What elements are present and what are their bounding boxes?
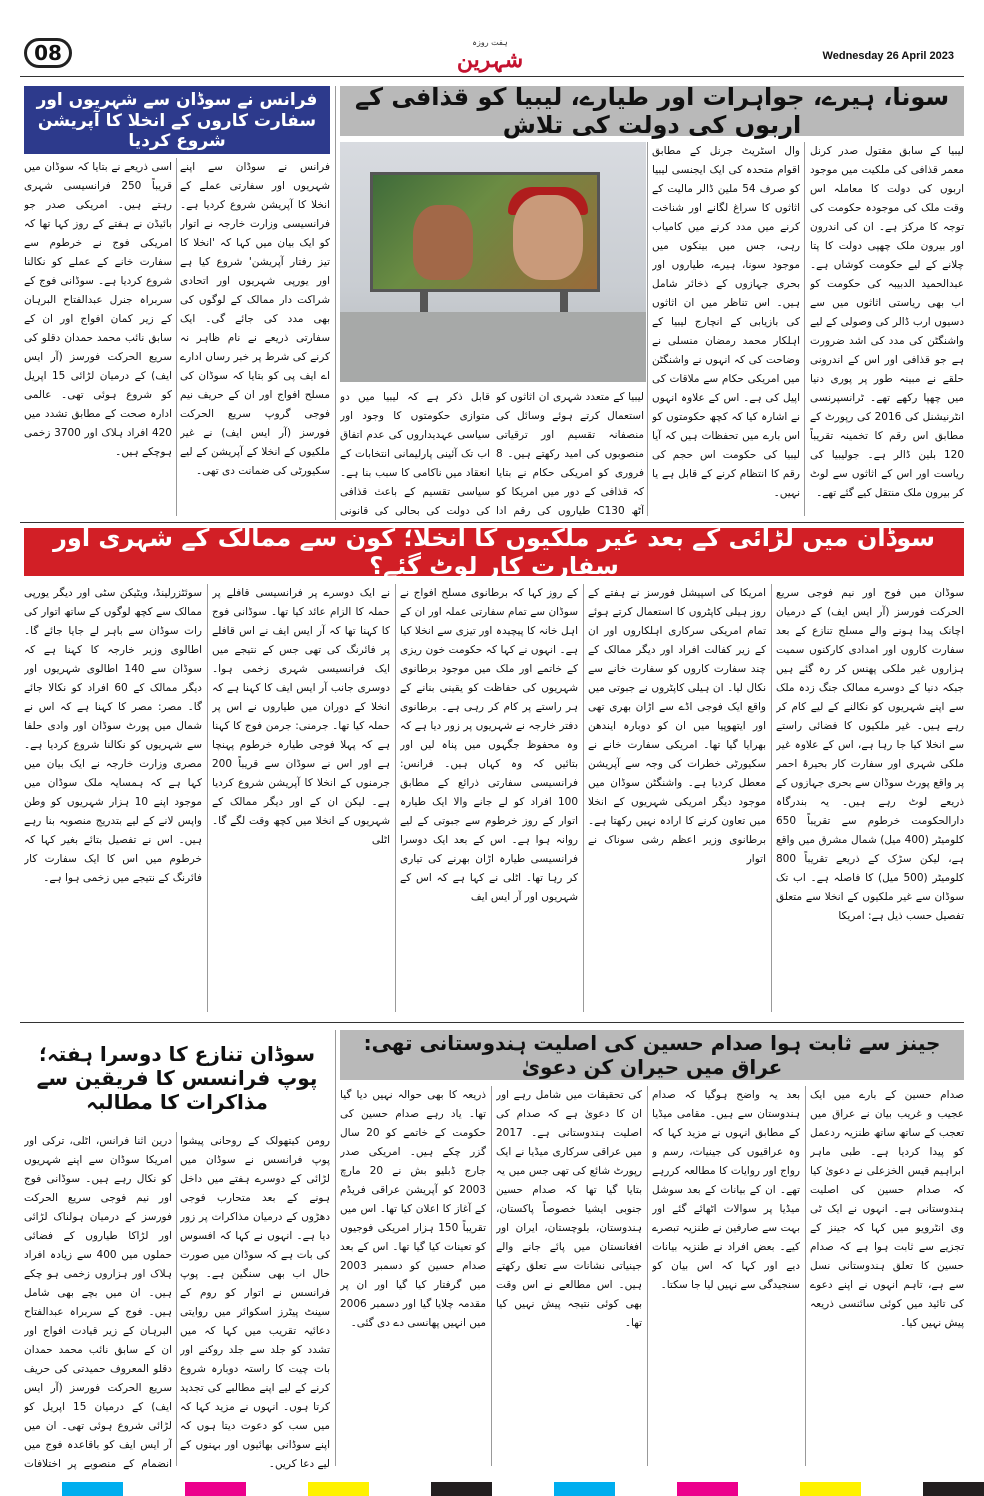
column-divider: [176, 1132, 177, 1466]
qaddafi-billboard-photo: [340, 142, 646, 382]
column-divider: [491, 1086, 492, 1466]
libya-headline: سونا، ہیرے، جواہرات اور طیارے، لیبیا کو قذافی کے اربوں کی دولت کی تلاش: [340, 86, 964, 136]
page-number: 08: [24, 38, 72, 68]
pope-column-1: رومن کیتھولک کے روحانی پیشوا پوپ فرانسس نے سوڈان میں لڑائی کے دوسرے ہفتے میں داخل ہونے کے بعد متحارب فوجی دھڑوں کے درمیان مذاکرات پر زور دیا ہے۔ انہوں نے کہا کہ افسوس کی بات ہے کہ سوڈان میں صورت حال اب بھی سنگین ہے۔ پوپ فرانسس نے اتوار کو روم کے سینٹ پیٹرز اسکوائر میں روایتی دعائیہ تقریب میں کہا کہ میں تشدد کو جلد سے جلد روکنے اور بات چیت کا راستہ دوبارہ شروع کرنے کے لیے اپنے مطالبے کی تجدید کرتا ہوں۔ انہوں نے مزید کہا کہ میں سب کو دعوت دیتا ہوں کہ اپنے سوڈانی بھائیوں اور بہنوں کے لیے دعا کریں۔: [180, 1135, 330, 1470]
sudan-headline: سوڈان میں لڑائی کے بعد غیر ملکیوں کا انخلا؛ کون سے ممالک کے شہری اور سفارت کار لوٹ گئے؟: [24, 528, 964, 576]
pope-column-2: درین اثنا فرانس، اٹلی، ترکی اور امریکا سوڈان سے اپنے شہریوں کو نکال رہے ہیں۔ سوڈانی فوج اور نیم فوجی سریع الحرکت فورسز کے درمیان ہولناک لڑائی اور لڑاکا طیاروں کے فضائی حملوں میں 400 سے زیادہ افراد ہلاک اور ہزاروں زخمی ہو چکے ہیں۔ ان میں بچے بھی شامل ہیں۔ فوج کے سربراہ عبدالفتاح البرہان کے زیر قیادت افواج اور ان کے سابق نائب محمد حمدان دقلو المعروف حمیدتی کی حریف سریع الحرکت فورسز (آر ایس ایف) کے درمیان 15 اپریل کو لڑائی شروع ہوئی تھی۔ ان میں آر ایس ایف کو باقاعدہ فوج میں انضمام کے منصوبے پر اختلافات: [24, 1135, 172, 1470]
column-divider: [804, 142, 805, 516]
sudan-column-4: نے ایک دوسرے پر فرانسیسی قافلے پر حملہ کا الزام عائد کیا تھا۔ سوڈانی فوج کا کہنا تھا کہ آر ایس ایف نے اس قافلے پر فائرنگ کی تھی جس کے نتیجے میں ایک فرانسیسی شہری زخمی ہوا۔ دوسری جانب آر ایس ایف کا کہنا ہے کہ انخلا کے دوران میں طیاروں نے اس پر حملہ کیا تھا۔ جرمنی: جرمن فوج کا کہنا ہے کہ پہلا فوجی طیارہ خرطوم پہنچا ہے اور اس نے سوڈان سے قریباً 200 جرمنوں کے انخلا کا آپریشن شروع کردیا ہے۔ لیکن ان کے اور دیگر ممالک کے شہریوں کے انخلا میں کچھ وقت لگے گا۔ اٹلی: [212, 587, 390, 846]
column-divider: [771, 584, 772, 1012]
article-divider: [335, 1030, 336, 1466]
pope-headline: سوڈان تنازع کا دوسرا ہفتہ؛ پوپ فرانسس کا فریقین سے مذاکرات کا مطالبہ: [24, 1030, 330, 1126]
libya-column-2: وال اسٹریٹ جرنل کے مطابق اقوام متحدہ کی ایک ایجنسی لیبیا کو صرف 54 ملین ڈالر مالیت کے اثاثوں کا سراغ لگانے اور شناخت کرنے میں مدد کرنے میں کامیاب رہی، جس میں بینکوں میں موجود سونا، ہیرے، طیاروں اور بحری جہازوں کے ذخائر شامل ہیں۔ اس تناظر میں ان اثاثوں کی بازیابی کے انچارج لیبیا کے اہلکار محمد رمضان منسلی نے وضاحت کی کہ انہوں نے واشنگٹن میں امریکی حکام سے ملاقات کی اپیل کی ہے۔ اس کے علاوہ انہوں نے اشارہ کیا کہ کچھ حکومتوں کو اس بارے میں تحفظات ہیں کہ آیا لیبیا کی حکومت اس حجم کی رقم کا انتظام کرنے کے قابل ہے یا نہیں۔: [652, 145, 800, 499]
saddam-column-3: کی تحقیقات میں شامل رہے اور ان کا دعویٰ ہے کہ صدام کی اصلیت ہندوستانی ہے۔ 2017 میں عراقی سرکاری میڈیا نے ایک رپورٹ شائع کی تھی جس میں یہ بتایا گیا تھا کہ صدام حسین جنوبی ایشیا خصوصاً پاکستان، ہندوستان، بلوچستان، ایران اور افغانستان میں پائے جانے والے جینیاتی نشانات سے تعلق رکھتے ہیں۔ اس مطالعے نے اس وقت بھی کوئی نتیجہ پیش نہیں کیا تھا۔: [496, 1089, 642, 1329]
france-column-1: فرانس نے سوڈان سے اپنے شہریوں اور سفارتی عملے کے انخلا کا آپریشن شروع کردیا ہے۔ فرانسیسی وزارت خارجہ نے اتوار کو ایک بیان میں کہا کہ 'انخلا کا تیز رفتار آپریشن' شروع کیا ہے اور یورپی شہریوں اور اتحادی شراکت دار ممالک کے لوگوں کی بھی مدد کی جائے گی۔ ایک سفارتی ذریعے نے نام ظاہر نہ کرنے کی شرط پر خبر رساں ادارے اے ایف پی کو بتایا کہ سوڈان کی مسلح افواج اور ان کے حریف نیم فوجی گروپ سریع الحرکت فورسز (آر ایس ایف) نے غیر ملکیوں کے انخلا کے آپریشن کے لیے سکیورٹی کی ضمانت دی تھی۔: [180, 161, 330, 477]
saddam-headline: جینز سے ثابت ہوا صدام حسین کی اصلیت ہندوستانی تھی: عراق میں حیران کن دعویٰ: [340, 1030, 964, 1080]
libya-column-4: قابل ذکر ہے کہ لیبیا میں دو متوازی حکومتوں کا وجود اور سیاسی عہدیداروں کی عدم اتفاق اب تک آئینی پارلیمانی انتخابات کے انعقاد میں ناکامی کا سبب بنا ہے۔ سیاسی تقسیم کے باعث قذافی کی دولت کی بحالی کی قانونی: [340, 391, 490, 517]
libya-column-1: لیبیا کے سابق مقتول صدر کرنل معمر قذافی کی ملکیت میں موجود اربوں کی دولت کا معاملہ اس وقت ملک کی موجودہ حکومت کی توجہ کا مرکز ہے۔ ان کی اندرون اور بیرون ملک چھپی دولت کا پتا چلانے کے لیے حکومت کوشاں ہے۔ عبدالحمید الدبیبہ کی حکومت کو اب بھی ریاستی اثاثوں میں سے دسیوں ارب ڈالر کی وصولی کے لیے واشنگٹن کی مدد کی اشد ضرورت ہے جو قذافی اور اس کے اندرونی حلقے نے مبینہ طور پر پوری دنیا میں چھپا رکھے تھے۔ ٹرانسپرنسی انٹرنیشنل کی 2016 کی رپورٹ کے مطابق اس رقم کا تخمینہ تقریباً 120 بلین ڈالر ہے۔ جولیبیا کی ریاست اور اس کے اثاثوں سے لوٹ کر بیرون ملک منتقل کیے گئے تھے۔: [810, 145, 964, 499]
masthead-sub: ہفت روزہ: [472, 38, 508, 47]
column-divider: [395, 584, 396, 1012]
saddam-column-1: صدام حسین کے بارے میں ایک عجیب و غریب بیان نے عراق میں تعجب کے ساتھ ساتھ طنزیہ ردعمل کو پیدا کردیا ہے۔ طبی ماہر ابراہیم قیس الخزعلی نے دعویٰ کیا کہ صدام حسین کی اصلیت ہندوستانی ہے۔ انہوں نے ایک ٹی وی انٹرویو میں کہا کہ جینز کے تجزیے سے ثابت ہوا ہے کہ صدام حسین کا تعلق ہندوستانی نسل سے ہے، تاہم انہوں نے اپنے دعوے کی تائید میں کوئی سائنسی ذریعہ پیش نہیں کیا۔: [810, 1089, 964, 1329]
billboard-image: [370, 172, 600, 292]
issue-date: Wednesday 26 April 2023: [822, 50, 954, 62]
masthead-title: شہرین: [456, 47, 524, 73]
saddam-column-4: ذریعہ کا بھی حوالہ نہیں دیا گیا تھا۔ یاد رہے صدام حسین کی حکومت کے خاتمے کو 20 سال گزر چکے ہیں۔ امریکی صدر جارج ڈبلیو بش نے 20 مارچ 2003 کو آپریشن عراقی فریڈم کے آغاز کا اعلان کیا تھا۔ اس میں تقریباً 150 ہزار امریکی فوجیوں کو تعینات کیا گیا تھا۔ اس کے بعد صدام حسین کو دسمبر 2003 میں گرفتار کیا گیا اور ان پر مقدمہ چلایا گیا اور دسمبر 2006 میں انہیں پھانسی دے دی گئی۔: [340, 1089, 486, 1329]
saddam-column-2: بعد یہ واضح ہوگیا کہ صدام ہندوستان سے ہیں۔ مقامی میڈیا کے مطابق انہوں نے مزید کہا کہ وہ عراقیوں کی جینیات، رسم و رواج اور روایات کا مطالعہ کررہے تھے۔ ان کے بیانات کے بعد سوشل میڈیا پر سوالات اٹھائے گئے اور بہت سے صارفین نے طنزیہ تبصرے کیے۔ بعض افراد نے طنزیہ بیانات دیے اور کہا کہ اس بیان کو سنجیدگی سے نہیں لیا جا سکتا۔: [652, 1089, 800, 1291]
column-divider: [207, 584, 208, 1012]
column-divider: [583, 584, 584, 1012]
libya-column-3: لیبیا کے متعدد شہری ان اثاثوں کو استعمال کرتے ہوئے وسائل کی منصفانہ تقسیم اور ترقیاتی منصوبوں کی امید رکھتے ہیں۔ 8 فروری کو امریکی حکام نے بتایا کہ قذافی کے دور میں امریکا کو آٹھ C130 طیاروں کی رقم ادا: [496, 391, 644, 517]
column-divider: [647, 142, 648, 516]
france-column-2: اسی ذریعے نے بتایا کہ سوڈان میں قریباً 250 فرانسیسی شہری رہتے ہیں۔ امریکی صدر جو بائیڈن نے ہفتے کے روز کہا تھا کہ امریکی فوج نے خرطوم سے سفارت خانے کے عملے کو نکالنا شروع کردیا ہے۔ سوڈانی فوج کے سربراہ جنرل عبدالفتاح البرہان کے زیر کمان افواج اور ان کے سابق نائب محمد حمدان دقلو کی سریع الحرکت فورسز (آر ایس ایف) کے درمیان لڑائی 15 اپریل کو شروع ہوئی تھی۔ عالمی ادارہ صحت کے مطابق تشدد میں 420 افراد ہلاک اور 3700 زخمی ہوچکے ہیں۔: [24, 161, 172, 458]
column-divider: [176, 158, 177, 516]
france-headline: فرانس نے سوڈان سے شہریوں اور سفارت کاروں کے انخلا کا آپریشن شروع کردیا: [24, 86, 330, 154]
article-divider: [335, 86, 336, 520]
section-rule: [20, 1022, 964, 1023]
sudan-column-2: امریکا کی اسپیشل فورسز نے ہفتے کے روز ہیلی کاپٹروں کا استعمال کرتے ہوئے تمام امریکی سرکاری اہلکاروں اور ان کے زیر کفالت افراد اور دیگر ممالک کے چند سفارت کاروں کو سفارت خانے سے نکال لیا۔ ان ہیلی کاپٹروں نے جبوتی میں واقع ایک فوجی اڈے سے اڑان بھری تھی اور ایتھوپیا میں ان کو دوبارہ ایندھن بھرایا گیا تھا۔ امریکی سفارت خانے نے سکیورٹی خطرات کی وجہ سے آپریشن معطل کردیا ہے۔ واشنگٹن سوڈان میں موجود دیگر امریکی شہریوں کے انخلا میں تعاون کرنے کا ارادہ نہیں رکھتا ہے۔ برطانوی وزیر اعظم رشی سوناک نے اتوار: [588, 587, 766, 865]
page-header: [0, 0, 984, 80]
sudan-column-3: کے روز کہا کہ برطانوی مسلح افواج نے سوڈان سے تمام سفارتی عملہ اور ان کے اہل خانہ کا پیچیدہ اور تیزی سے انخلا کیا ہے۔ انہوں نے کہا کہ حکومت خون ریزی کے خاتمے اور ملک میں موجود برطانوی شہریوں کی حفاظت کو یقینی بنانے کے ہر راستے پر کام کر رہی ہے۔ برطانوی دفتر خارجہ نے شہریوں پر زور دیا ہے کہ وہ محفوظ جگہوں میں پناہ لیں اور بتائیں کہ وہ کہاں ہیں۔ فرانس: فرانسیسی سفارتی ذرائع کے مطابق 100 افراد کو لے جانے والا ایک طیارہ اتوار کے روز خرطوم سے جبوتی کے لیے روانہ ہوا ہے۔ اس کے بعد ایک دوسرا فرانسیسی طیارہ اڑان بھرنے کی تیاری کر رہا تھا۔ اٹلی نے کہا ہے کہ اس کے شہریوں اور آر ایس ایف: [400, 587, 578, 903]
masthead-logo: [440, 38, 540, 72]
sudan-column-1: سوڈان میں فوج اور نیم فوجی سریع الحرکت فورسز (آر ایس ایف) کے درمیان اچانک پیدا ہونے والے مسلح تنازع کے بعد سفارت کاروں اور امدادی کارکنوں سمیت ہزاروں غیر ملکی پھنس کر رہ گئے ہیں جبکہ دنیا کے دوسرے ممالک جنگ زدہ ملک سے اپنے شہریوں کو نکالنے کے لیے کام کر رہے ہیں۔ غیر ملکیوں کا فضائی راستے سے انخلا کیا جا رہا ہے، اس کے علاوہ غیر ملکی شہری اور سفارت کار بحیرۂ احمر پر واقع پورٹ سوڈان سے بحری جہازوں کے ذریعے لوٹ رہے ہیں۔ یہ بندرگاہ دارالحکومت خرطوم سے تقریباً 650 کلومیٹر (400 میل) شمال مشرق میں واقع ہے، لیکن سڑک کے ذریعے تقریباً 800 کلومیٹر (500 میل) کا فاصلہ ہے۔ اب تک سوڈان سے غیر ملکیوں کے انخلا سے متعلق تفصیل حسب ذیل ہے: امریکا: [776, 587, 964, 922]
column-divider: [647, 1086, 648, 1466]
column-divider: [805, 1086, 806, 1466]
print-color-bar: [0, 1482, 984, 1496]
section-rule: [20, 522, 964, 523]
sudan-column-5: سوئٹزرلینڈ، ویٹیکن سٹی اور دیگر یورپی ممالک سے کچھ لوگوں کے ساتھ اتوار کی رات سوڈان سے باہر لے جایا جائے گا۔ اطالوی وزیر خارجہ کا کہنا ہے کہ سوڈان سے 140 اطالوی شہریوں اور دیگر ممالک کے 60 افراد کو نکالا جائے گا۔ مصر: مصر کا کہنا ہے کہ اس نے شمال میں پورٹ سوڈان اور وادی حلفا سے شہریوں کو نکالنا شروع کردیا ہے۔ مصری وزارت خارجہ نے ایک بیان میں کہا ہے کہ ہمسایہ ملک سوڈان میں موجود اپنے 10 ہزار شہریوں کو وطن واپس لانے کے لیے بتدریج منصوبہ بنا رہے ہیں۔ اس نے تفصیل بتائے بغیر کہا کہ خرطوم میں اس کا ایک سفارت کار فائرنگ کے نتیجے میں زخمی ہوا ہے۔: [24, 587, 202, 884]
header-rule: [20, 76, 964, 77]
